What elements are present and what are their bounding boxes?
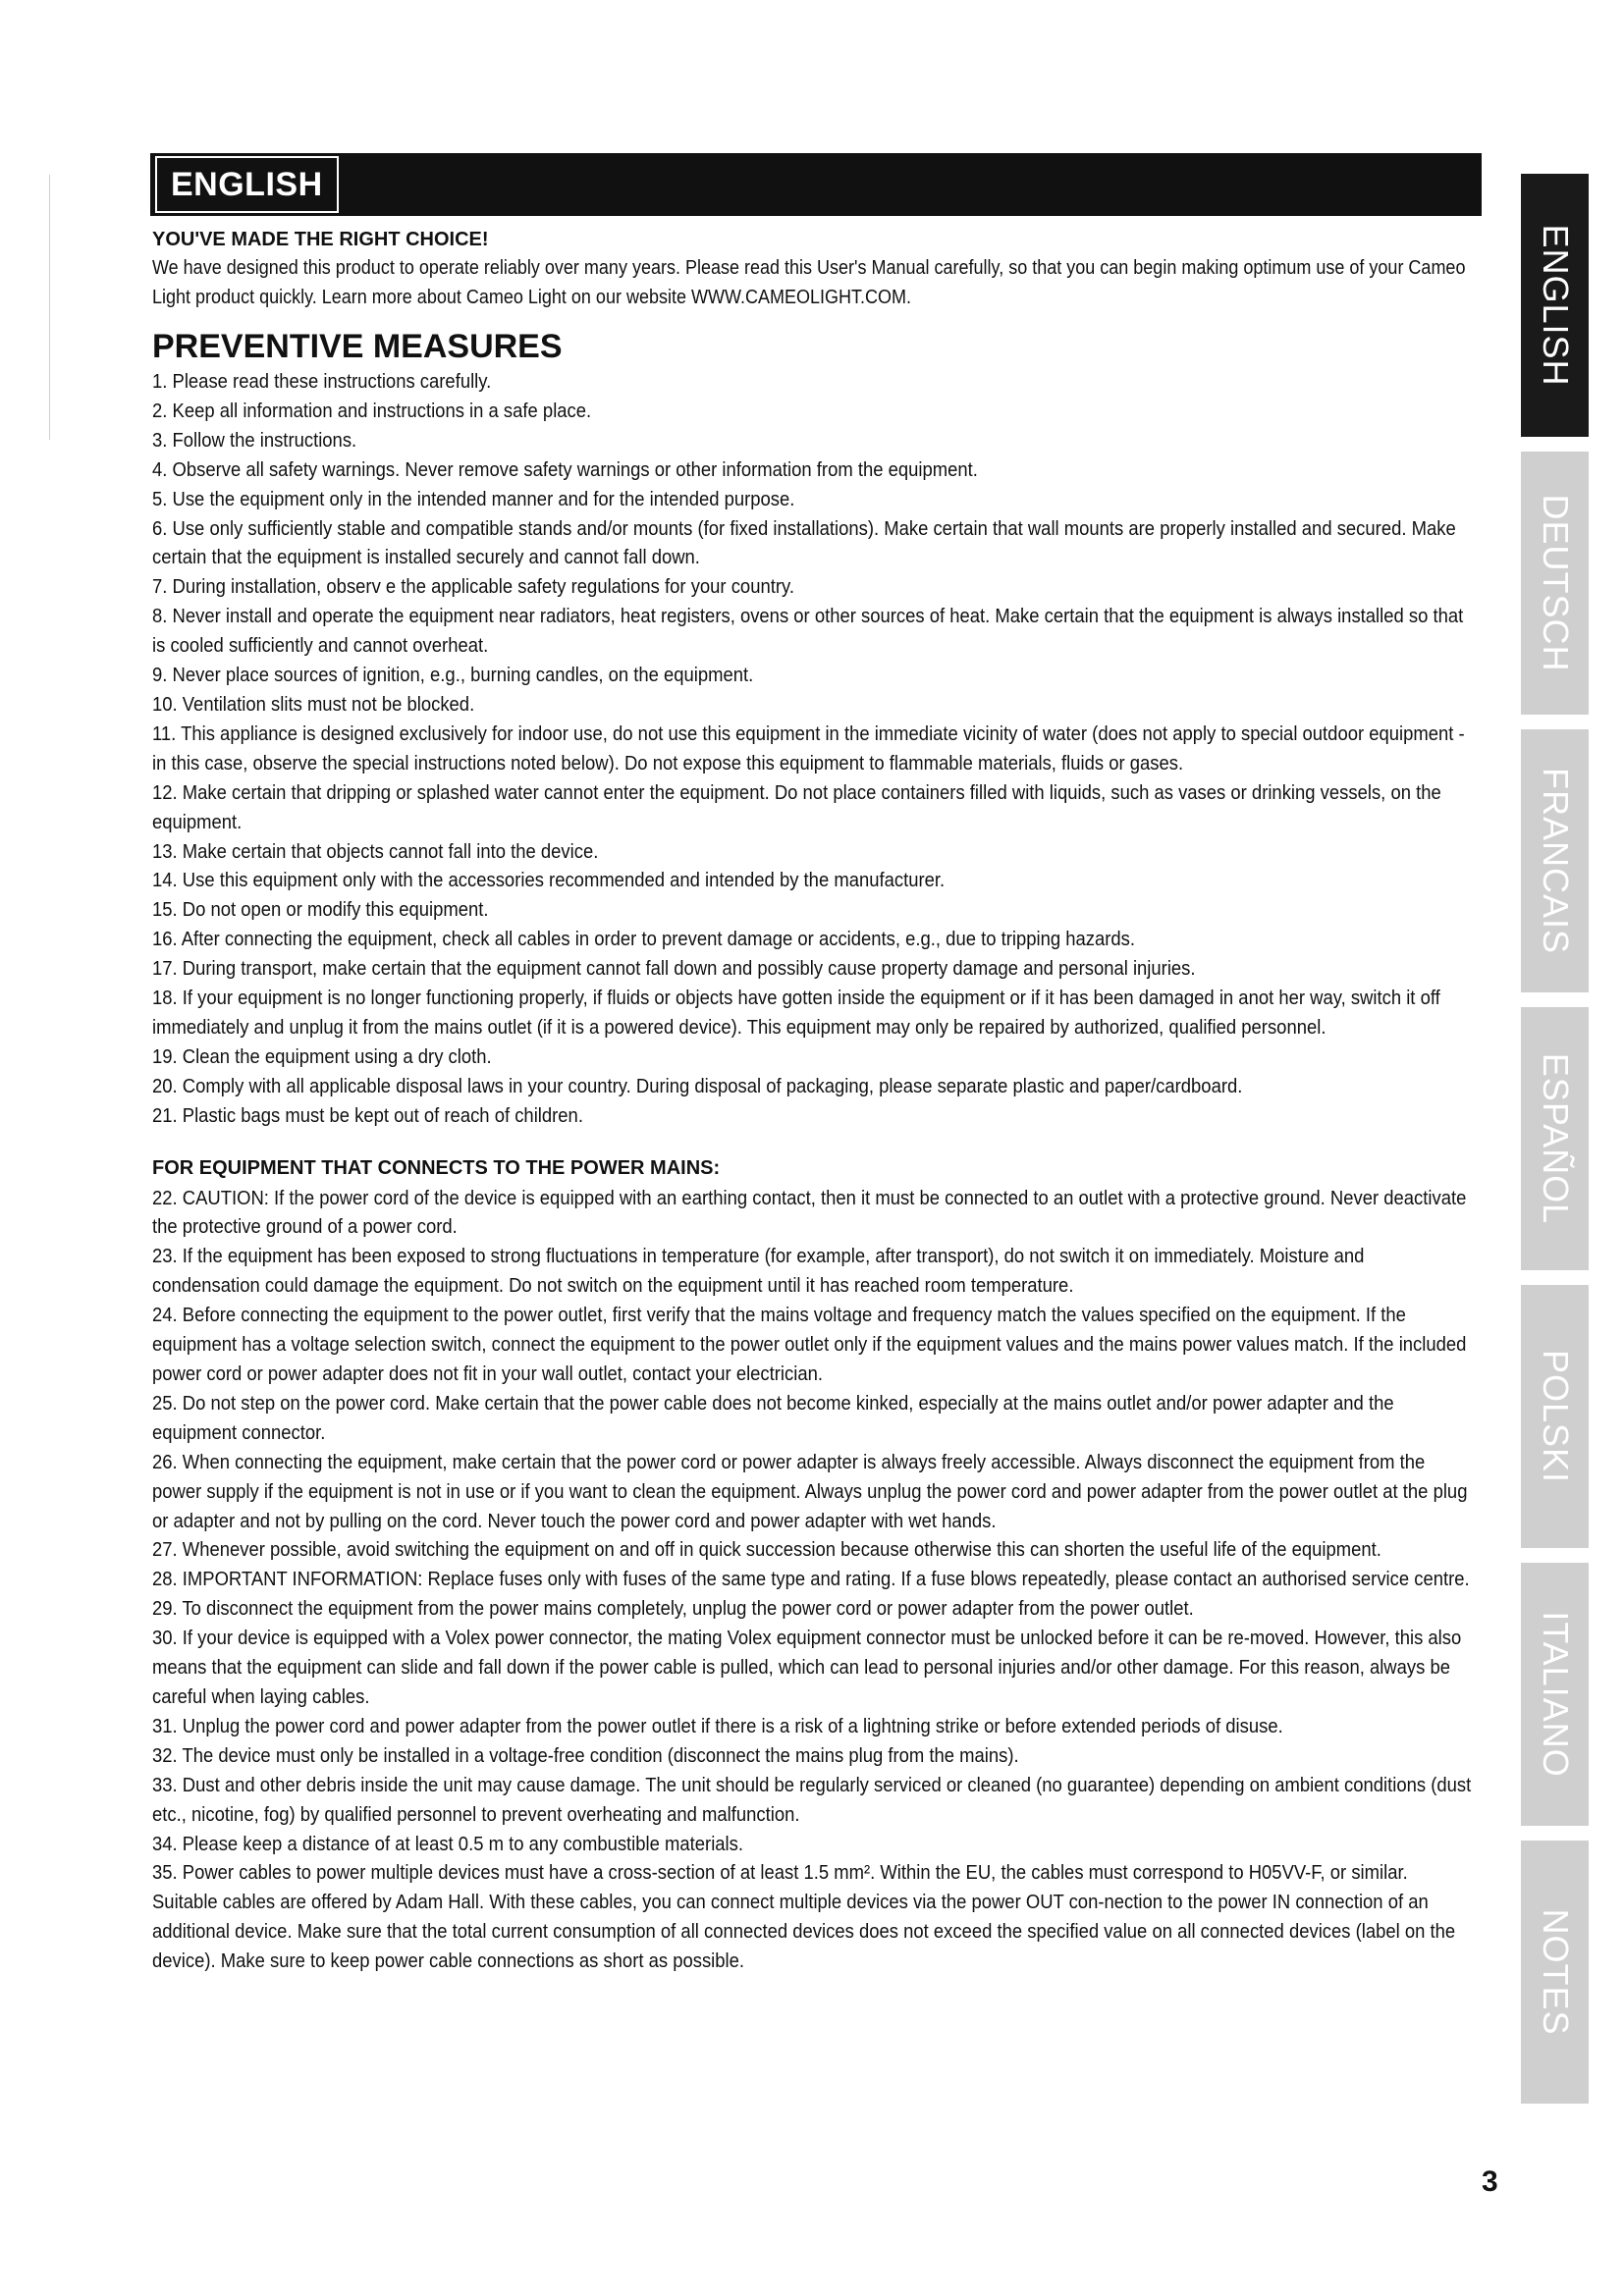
tab-espanol-label: ESPAÑOL [1535,1052,1576,1225]
preventive-measures-heading: PREVENTIVE MEASURES [152,328,563,365]
list-item: 23. If the equipment has been exposed to strong fluctuations in temperature (for example, after transport), do not switch it on immediately. Moisture and condensation could damage the equipment. Do not switch on the equipment until it has reached room temperature. [152,1245,1365,1298]
list-item: 27. Whenever possible, avoid switching the equipment on and off in quick succession because otherwise this can shorten the useful life of the equipment. [152,1538,1381,1562]
list-item: 18. If your equipment is no longer functioning properly, if fluids or objects have gotten inside the equipment or if it has been damaged in anot her way, switch it off immediately and unplug it from the mains outlet (if it is a powered device). This equipment may only be repaired by authorized, qualified personnel. [152,987,1440,1039]
list-item: 21. Plastic bags must be kept out of reach of children. [152,1103,583,1127]
tab-italiano-label: ITALIANO [1535,1611,1576,1778]
list-item: 17. During transport, make certain that the equipment cannot fall down and possibly cause property damage and personal injuries. [152,957,1196,981]
list-item: 15. Do not open or modify this equipment. [152,898,489,922]
list-item: 26. When connecting the equipment, make certain that the power cord or power adapter is always freely accessible. Always disconnect the equipment from the power supply if the equipment is not in use or if you want to clean the equipment. Always unplug the power cord and power adapter from the power outlet at the plug or adapter and not by pulling on the cord. Never touch the power cord and power adapter with wet hands. [152,1450,1468,1532]
list-item: 33. Dust and other debris inside the unit may cause damage. The unit should be regularly serviced or cleaned (no guarantee) depending on ambient conditions (dust etc., nicotine, fog) by qualified personnel to prevent overheating and malfunction. [152,1773,1472,1826]
list-item: 14. Use this equipment only with the accessories recommended and intended by the manufacturer. [152,869,946,892]
tab-italiano[interactable] [1521,1563,1589,1826]
list-item: 10. Ventilation slits must not be blocked. [152,692,475,716]
tab-polski-label: POLSKI [1535,1349,1576,1484]
tab-notes-label: NOTES [1535,1908,1576,2036]
tab-francais[interactable] [1521,729,1589,992]
tab-notes[interactable] [1521,1841,1589,2104]
language-section-bar [150,153,1482,216]
list-item: 29. To disconnect the equipment from the power mains completely, unplug the power cord or power adapter from the power outlet. [152,1597,1194,1621]
section-language-label: ENGLISH [155,156,339,213]
list-item: 31. Unplug the power cord and power adapter from the power outlet if there is a risk of a lightning strike or before extended periods of disuse. [152,1714,1283,1737]
intro-text: We have designed this product to operate reliably over many years. Please read this User's Manual carefully, so that you can begin making optimum use of your Cameo Light product quickly. Learn more about Cameo Light on our website WWW.CAMEOLIGHT.COM. [152,257,1466,308]
tab-polski[interactable] [1521,1285,1589,1548]
power-mains-heading: FOR EQUIPMENT THAT CONNECTS TO THE POWER MAINS: [152,1156,721,1179]
list-item: 25. Do not step on the power cord. Make certain that the power cable does not become kinked, especially at the mains outlet and/or power adapter and the equipment connector. [152,1391,1394,1444]
list-item: 3. Follow the instructions. [152,428,357,452]
list-item: 20. Comply with all applicable disposal laws in your country. During disposal of packaging, please separate plastic and paper/cardboard. [152,1074,1243,1097]
list-item: 24. Before connecting the equipment to the power outlet, first verify that the mains voltage and frequency match the values specified on the equipment. If the equipment has a voltage selection switch, connect the equipment to the power outlet only if the equipment values and the mains power values match. If the included power cord or power adapter does not fit in your wall outlet, contact your electrician. [152,1304,1467,1385]
list-item: 4. Observe all safety warnings. Never remove safety warnings or other information from the equipment. [152,457,978,481]
list-item: 7. During installation, observ e the applicable safety regulations for your country. [152,575,794,599]
intro-heading: YOU'VE MADE THE RIGHT CHOICE! [152,229,489,250]
tab-english[interactable] [1521,174,1589,437]
list-item: 9. Never place sources of ignition, e.g., burning candles, on the equipment. [152,664,754,687]
preventive-measures-list [152,367,1478,1131]
list-item: 6. Use only sufficiently stable and compatible stands and/or mounts (for fixed installations). Make certain that wall mounts are properly installed and secured. Make certain that the equipment is installed securely and cannot fall down. [152,516,1456,569]
left-margin-rule [49,175,50,440]
list-item: 12. Make certain that dripping or splashed water cannot enter the equipment. Do not place containers filled with liquids, such as vases or drinking vessels, on the equipment. [152,780,1441,833]
list-item: 35. Power cables to power multiple devices must have a cross-section of at least 1.5 mm². Within the EU, the cables must correspond to H05VV-F, or similar. Suitable cables are offered by Adam Hall. With these cables, you can connect multiple devices via the power OUT con-nection to the power IN connection of an additional device. Make sure that the total current consumption of all connected devices does not exceed the specified value on all connected devices (label on the device). Make sure to keep power cable connections as short as possible. [152,1861,1456,1973]
tab-english-label: ENGLISH [1535,224,1576,387]
tab-francais-label: FRANCAIS [1535,767,1576,955]
page-number: 3 [1482,2165,1498,2198]
power-mains-list [152,1184,1478,1976]
tab-deutsch-label: DEUTSCH [1535,494,1576,672]
list-item: 11. This appliance is designed exclusively for indoor use, do not use this equipment in the immediate vicinity of water (does not apply to special outdoor equipment - in this case, observe the special instructions noted below). Do not expose this equipment to flammable materials, fluids or gases. [152,721,1465,774]
list-item: 1. Please read these instructions carefully. [152,370,492,393]
tab-espanol[interactable] [1521,1007,1589,1270]
manual-content [152,226,1478,1976]
list-item: 28. IMPORTANT INFORMATION: Replace fuses only with fuses of the same type and rating. If a fuse blows repeatedly, please contact an authorised service centre. [152,1568,1470,1591]
list-item: 34. Please keep a distance of at least 0.5 m to any combustible materials. [152,1832,744,1855]
list-item: 16. After connecting the equipment, check all cables in order to prevent damage or accidents, e.g., due to tripping hazards. [152,928,1136,951]
list-item: 8. Never install and operate the equipment near radiators, heat registers, ovens or other sources of heat. Make certain that the equipment is always installed so that is cooled sufficiently and cannot overheat. [152,605,1464,658]
list-item: 19. Clean the equipment using a dry cloth. [152,1044,492,1068]
list-item: 22. CAUTION: If the power cord of the device is equipped with an earthing contact, then it must be connected to an outlet with a protective ground. Never deactivate the protective ground of a power cord. [152,1186,1467,1239]
list-item: 32. The device must only be installed in a voltage-free condition (disconnect the mains plug from the mains). [152,1743,1019,1767]
tab-deutsch[interactable] [1521,452,1589,715]
list-item: 2. Keep all information and instructions in a safe place. [152,399,592,422]
list-item: 13. Make certain that objects cannot fall into the device. [152,839,599,863]
list-item: 30. If your device is equipped with a Volex power connector, the mating Volex equipment connector must be unlocked before it can be re-moved. However, this also means that the equipment can slide and fall down if the power cable is pulled, which can lead to personal injuries and/or other damage. For this reason, always be careful when laying cables. [152,1627,1462,1708]
list-item: 5. Use the equipment only in the intended manner and for the intended purpose. [152,487,795,510]
